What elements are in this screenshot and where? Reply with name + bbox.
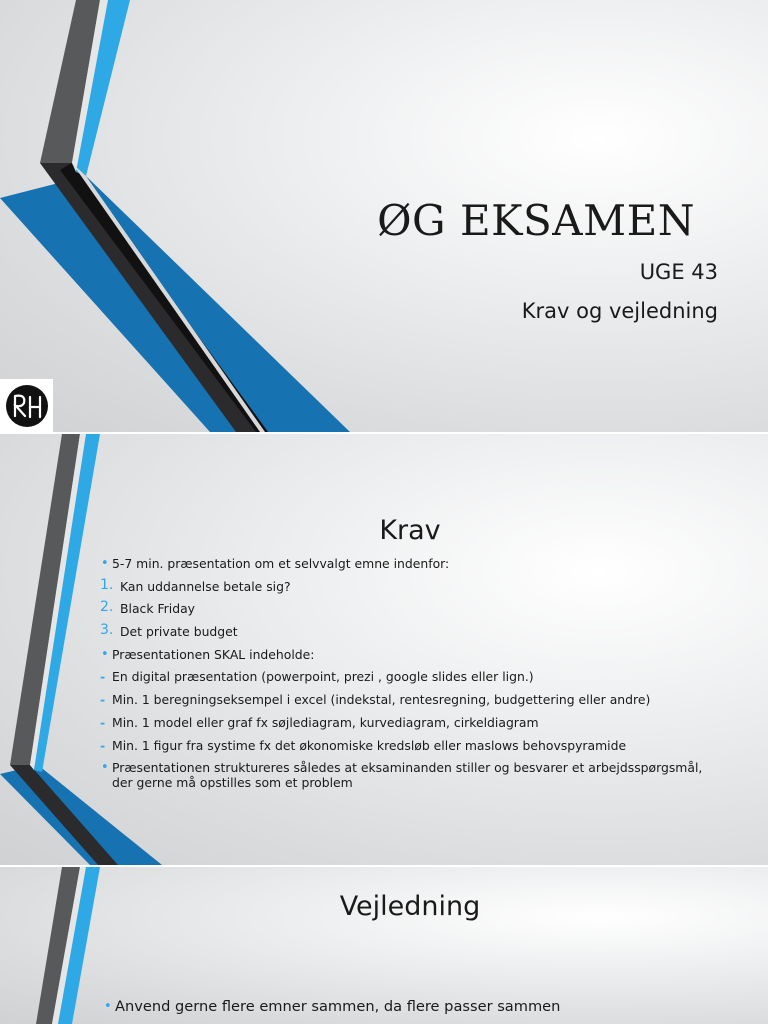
- list-item-text: Anvend gerne flere emner sammen, da flere passer sammen: [115, 998, 561, 1015]
- slide-heading: Krav: [379, 515, 441, 546]
- bullet-marker: •: [101, 760, 109, 776]
- number-marker: 1.: [100, 576, 114, 593]
- title-slide[interactable]: [0, 0, 768, 432]
- dash-marker: -: [100, 737, 106, 753]
- logo-monogram-icon: [6, 385, 48, 427]
- list-item: [100, 669, 720, 684]
- list-item-text: Min. 1 beregningseksempel i excel (indekstal, rentesregning, budgettering eller andre): [112, 692, 651, 708]
- bullet-marker: •: [104, 999, 112, 1014]
- list-item: [100, 692, 720, 707]
- dash-marker: -: [100, 714, 106, 730]
- slide-heading: Vejledning: [339, 891, 481, 922]
- logo: [0, 379, 53, 432]
- list-item-text: Min. 1 figur fra systime fx det økonomiske kredsløb eller maslows behovspyramide: [112, 737, 627, 753]
- number-marker: 3.: [100, 622, 114, 639]
- requirements-list: [100, 556, 720, 798]
- guidance-slide[interactable]: [0, 867, 768, 1024]
- list-item: [100, 556, 720, 571]
- list-item: [100, 715, 720, 730]
- bullet-marker: •: [101, 556, 109, 571]
- slide-subtitle-topic: Krav og vejledning: [521, 299, 718, 323]
- requirements-slide[interactable]: [0, 434, 768, 865]
- list-item-text: Præsentationen SKAL indeholde:: [112, 646, 315, 662]
- list-item-text: Min. 1 model eller graf fx søjlediagram, kurvediagram, cirkeldiagram: [112, 714, 539, 730]
- bullet-marker: •: [101, 646, 109, 662]
- list-item: [100, 576, 720, 594]
- list-item: [100, 624, 720, 639]
- dash-marker: -: [100, 669, 106, 685]
- list-item: [103, 999, 560, 1014]
- list-item-text: En digital præsentation (powerpoint, prezi , google slides eller lign.): [112, 669, 534, 685]
- number-marker: 2.: [100, 599, 114, 616]
- slide-title: ØG EKSAMEN: [377, 196, 695, 245]
- list-item-text: Kan uddannelse betale sig?: [120, 578, 291, 594]
- dash-marker: -: [100, 692, 106, 708]
- slide-subtitle-week: UGE 43: [639, 260, 718, 284]
- list-item-text: 5-7 min. præsentation om et selvvalgt emne indenfor:: [112, 556, 450, 571]
- list-item: [100, 738, 720, 753]
- list-item-text: Black Friday: [120, 601, 196, 617]
- logo-badge: [6, 385, 48, 427]
- list-item-text: Det private budget: [120, 624, 238, 640]
- list-item: [100, 601, 720, 616]
- list-item-text: Præsentationen struktureres således at eksaminanden stiller og besvarer et arbejdsspørgsmål, der gerne må opstilles som et problem: [112, 760, 703, 791]
- list-item: [100, 760, 720, 790]
- list-item: [100, 647, 720, 662]
